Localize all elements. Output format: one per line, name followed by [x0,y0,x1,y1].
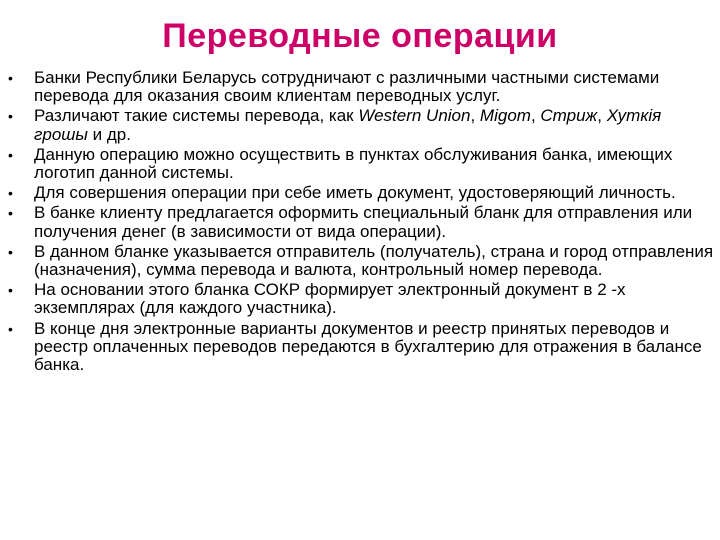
bullet-item [8,184,716,202]
bullet-list [8,69,716,376]
bullet-item [8,204,716,240]
bullet-text: На основании этого бланка СОКР формирует электронный документ в 2 -х экземплярах (для каждого участника). [34,280,626,318]
bullet-marker: • [8,146,13,163]
bullet-marker: • [8,282,13,299]
bullet-text: Данную операцию можно осуществить в пунктах обслуживания банка, имеющих логотип данной системы. [34,144,673,183]
system-name-khutkiya-groshy: Хуткiя грошы [34,106,662,144]
bullet-item [8,281,716,317]
bullet-text: В банке клиенту предлагается оформить специальный бланк для отправления или получения денег (в зависимости от вида операции). [34,203,693,241]
separator: , [530,106,541,126]
bullet-item [8,320,716,375]
separator: , [470,106,480,126]
bullet-text-tail: и др. [87,124,131,144]
bullet-item [8,146,716,182]
bullet-marker: • [8,205,13,222]
bullet-marker: • [8,243,13,260]
bullet-text: В конце дня электронные варианты документов и реестр принятых переводов и реестр оплаченных переводов передаются в бухгалтерию для отражения в балансе банка. [34,318,702,375]
bullet-text-lead: Различают такие системы перевода, как [34,106,359,126]
bullet-marker: • [8,320,13,337]
system-name-migom: Migom [479,106,531,126]
slide-title: Переводные операции [162,17,558,55]
bullet-item [8,243,716,279]
bullet-marker: • [8,108,13,125]
separator: , [597,106,607,126]
bullet-item [8,107,716,143]
bullet-marker: • [8,70,13,86]
bullet-marker: • [8,185,13,202]
bullet-item [8,69,716,105]
bullet-text: В данном бланке указывается отправитель (получатель), страна и город отправления (назначения), сумма перевода и валюта, контрольный номер перевода. [34,241,714,280]
system-name-strizh: Стриж [540,106,598,126]
bullet-text [34,106,661,143]
bullet-text: Для совершения операции при себе иметь документ, удостоверяющий личность. [34,183,676,203]
system-name-western-union: Western Union [358,106,471,126]
bullet-text: Банки Республики Беларусь сотрудничают с различными частными системами перевода для оказания своим клиентам переводных услуг. [34,68,660,106]
